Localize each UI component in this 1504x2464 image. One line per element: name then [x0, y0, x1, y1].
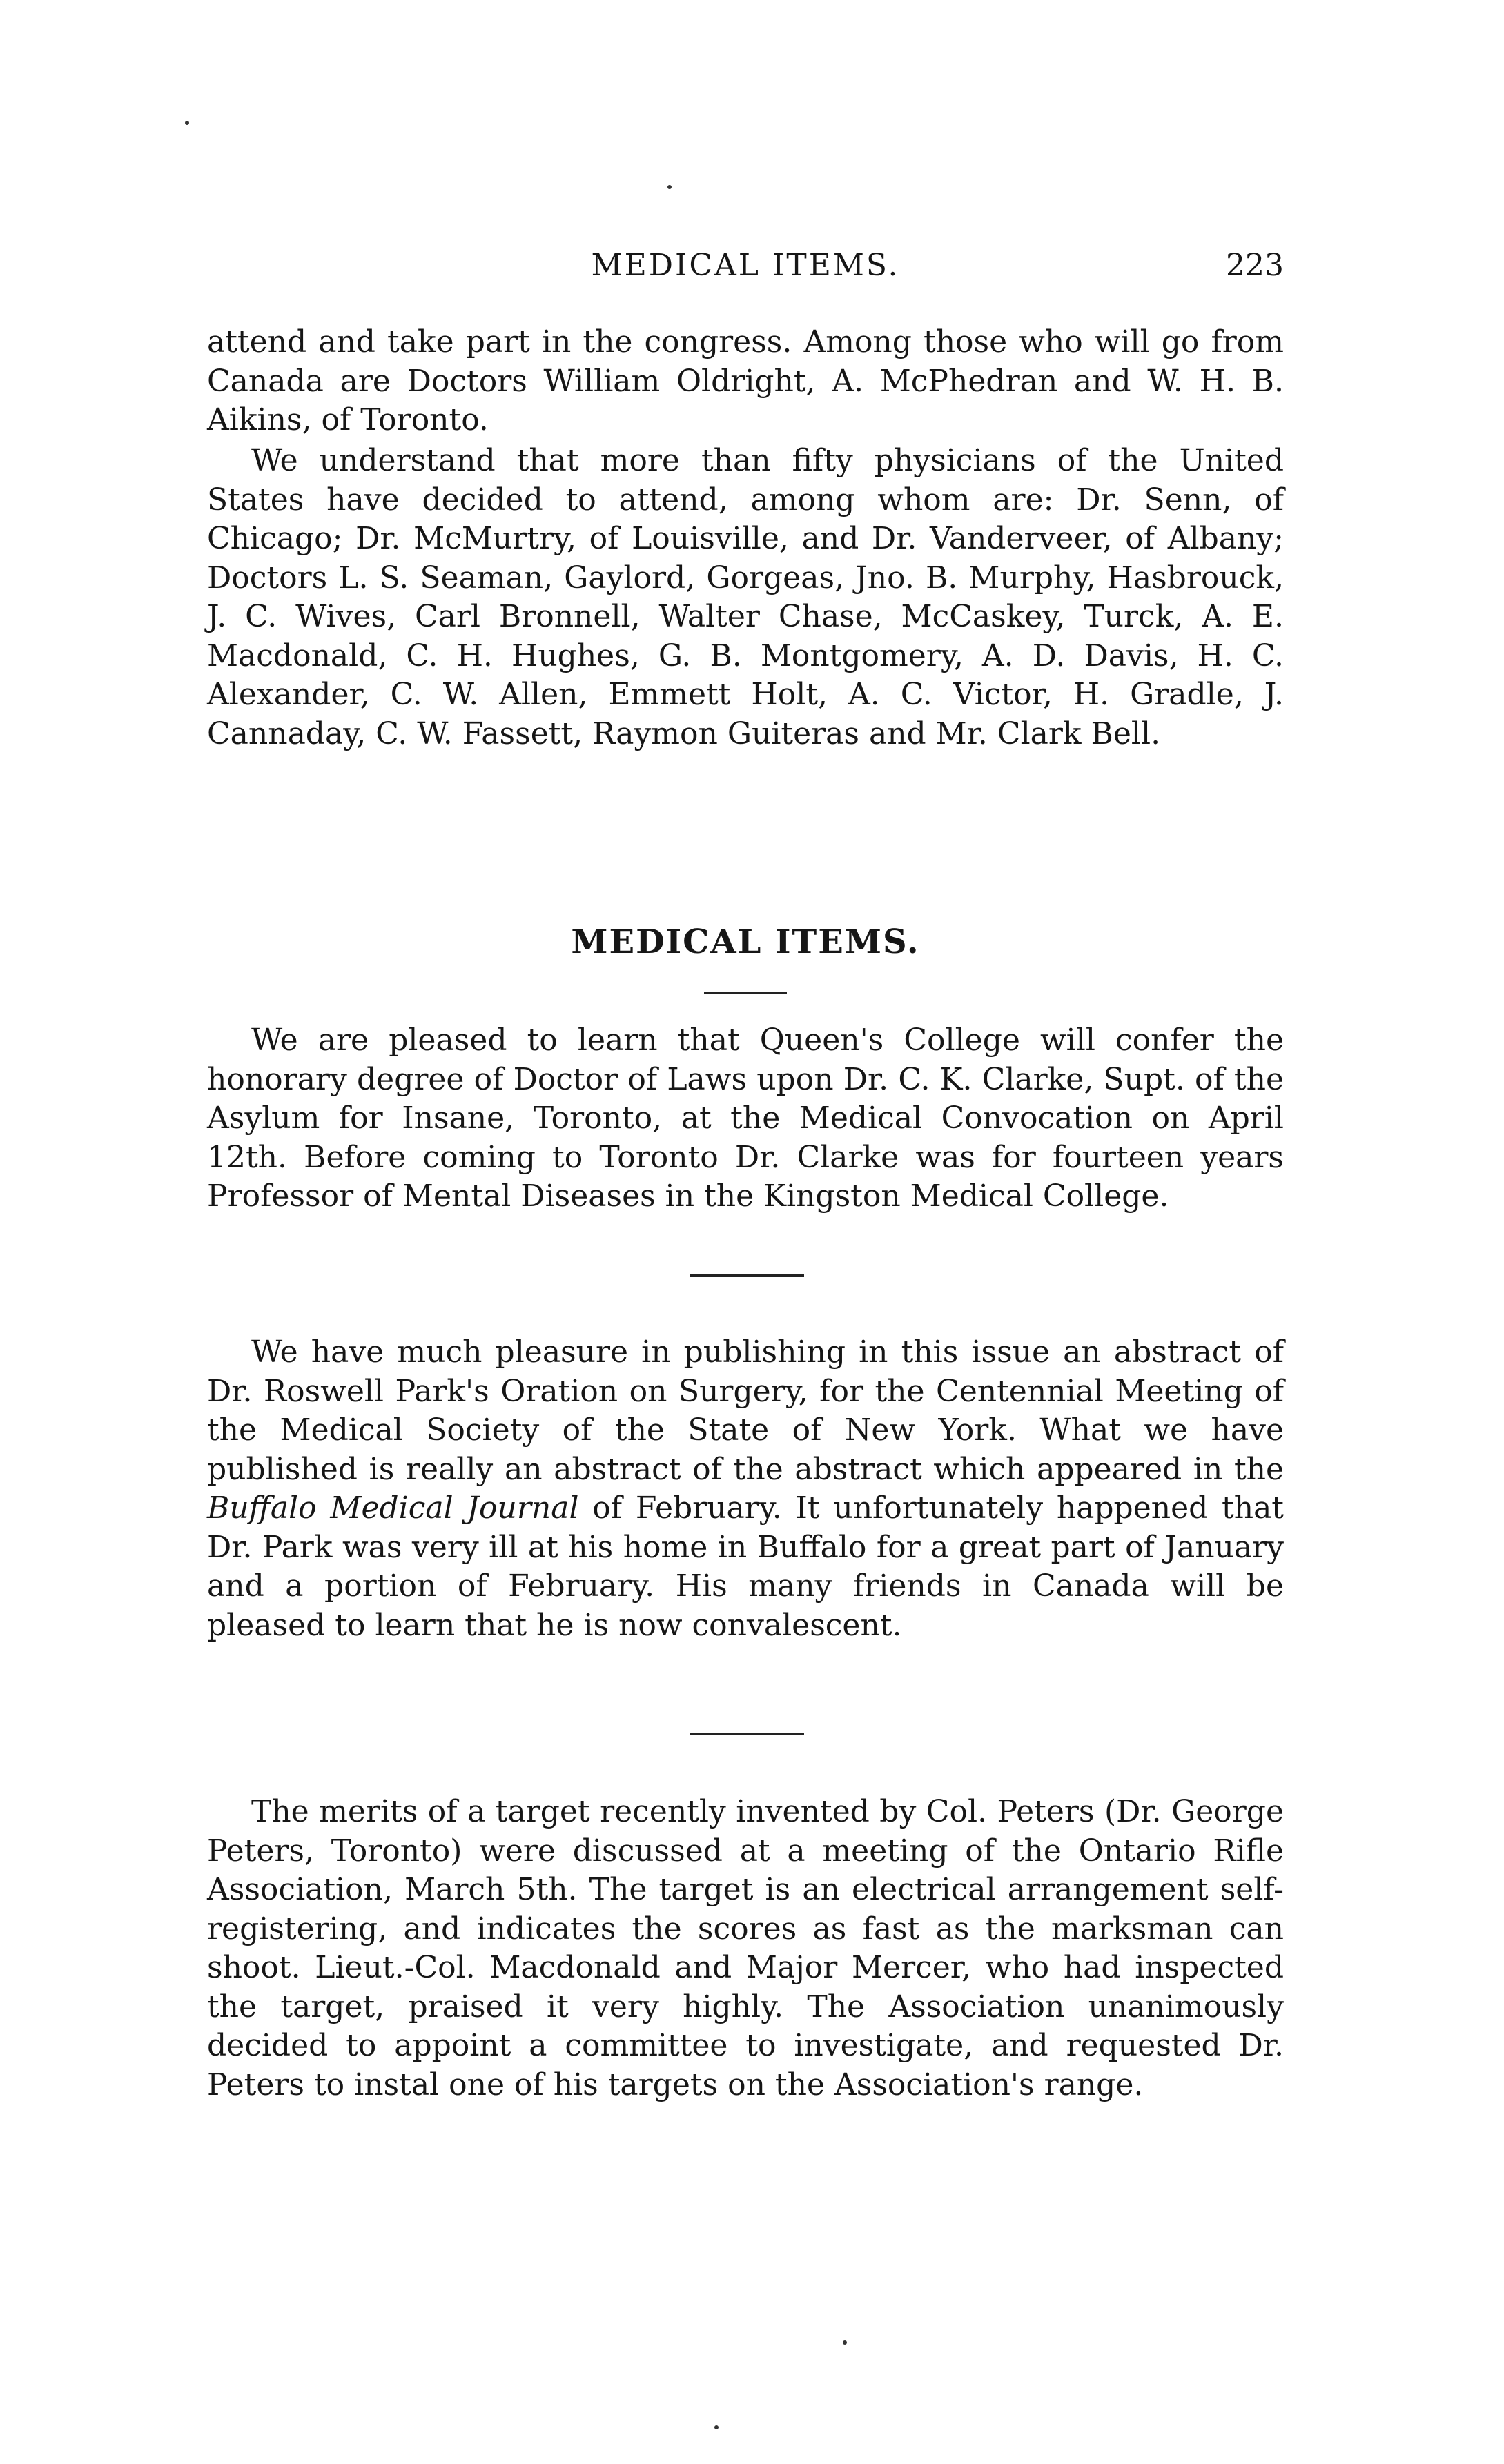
paragraph-text-start: We have much pleasure in publishing in this issue an abstract of Dr. Roswell Park's Oration on Surgery, for the Centennial Meeting of the Medical Society of the State of New York. What we have published is really an abstract of the abstract which appeared in the [207, 1334, 1284, 1487]
section-title: MEDICAL ITEMS. [571, 923, 920, 961]
paragraph-roswell-park [207, 1333, 1284, 1645]
scan-speck [843, 2340, 847, 2345]
paragraph-rifle-target: The merits of a target recently invented by Col. Peters (Dr. George Peters, Toronto) were discussed at a meeting of the Ontario Rifle Association, March 5th. The target is an electrical arrangement self-registering, and indicates the scores as fast as the marksman can shoot. Lieut.-Col. Macdonald and Major Mercer, who had inspected the target, praised it very highly. The Association unanimously decided to appoint a committee to investigate, and requested Dr. Peters to instal one of his targets on the Association's range. [207, 1794, 1284, 2102]
running-title: MEDICAL ITEMS. [591, 248, 900, 283]
page-number: 223 [1226, 248, 1284, 283]
paragraph-attendees: We understand that more than fifty physicians of the United States have decided to attend, among whom are: Dr. Senn, of Chicago; Dr. McMurtry, of Louisville, and Dr. Vanderveer, of Albany; Doctors L. S. Seaman, Gaylord, Gorgeas, Jno. B. Murphy, Hasbrouck, J. C. Wives, Carl Bronnell, Walter Chase, McCaskey, Turck, A. E. Macdonald, C. H. Hughes, G. B. Montgomery, A. D. Davis, H. C. Alexander, C. W. Allen, Emmett Holt, A. C. Victor, H. Gradle, J. Cannaday, C. W. Fassett, Raymon Guiteras and Mr. Clark Bell. [207, 443, 1284, 751]
scan-speck [714, 2425, 719, 2429]
item-divider [690, 1274, 804, 1277]
item-divider [690, 1733, 804, 1735]
section-divider [704, 992, 787, 994]
journal-title: Buffalo Medical Journal [207, 1490, 579, 1526]
scan-speck [185, 121, 189, 125]
scan-speck [667, 185, 672, 189]
paragraph-queens-college: We are pleased to learn that Queen's College will confer the honorary degree of Doctor of Laws upon Dr. C. K. Clarke, Supt. of the Asylum for Insane, Toronto, at the Medical Convocation on April 12th. Before coming to Toronto Dr. Clarke was for fourteen years Professor of Mental Diseases in the Kingston Medical College. [207, 1023, 1284, 1214]
running-head [207, 245, 1284, 286]
paragraph-text-end: of February. It unfortunately happened that Dr. Park was very ill at his home in Buffalo for a great part of January and a portion of February. His many friends in Canada will be pleased to learn that he is now convalescent. [207, 1490, 1284, 1643]
continued-paragraph: attend and take part in the congress. Among those who will go from Canada are Doctors William Oldright, A. McPhedran and W. H. B. Aikins, of Toronto. [207, 324, 1284, 437]
